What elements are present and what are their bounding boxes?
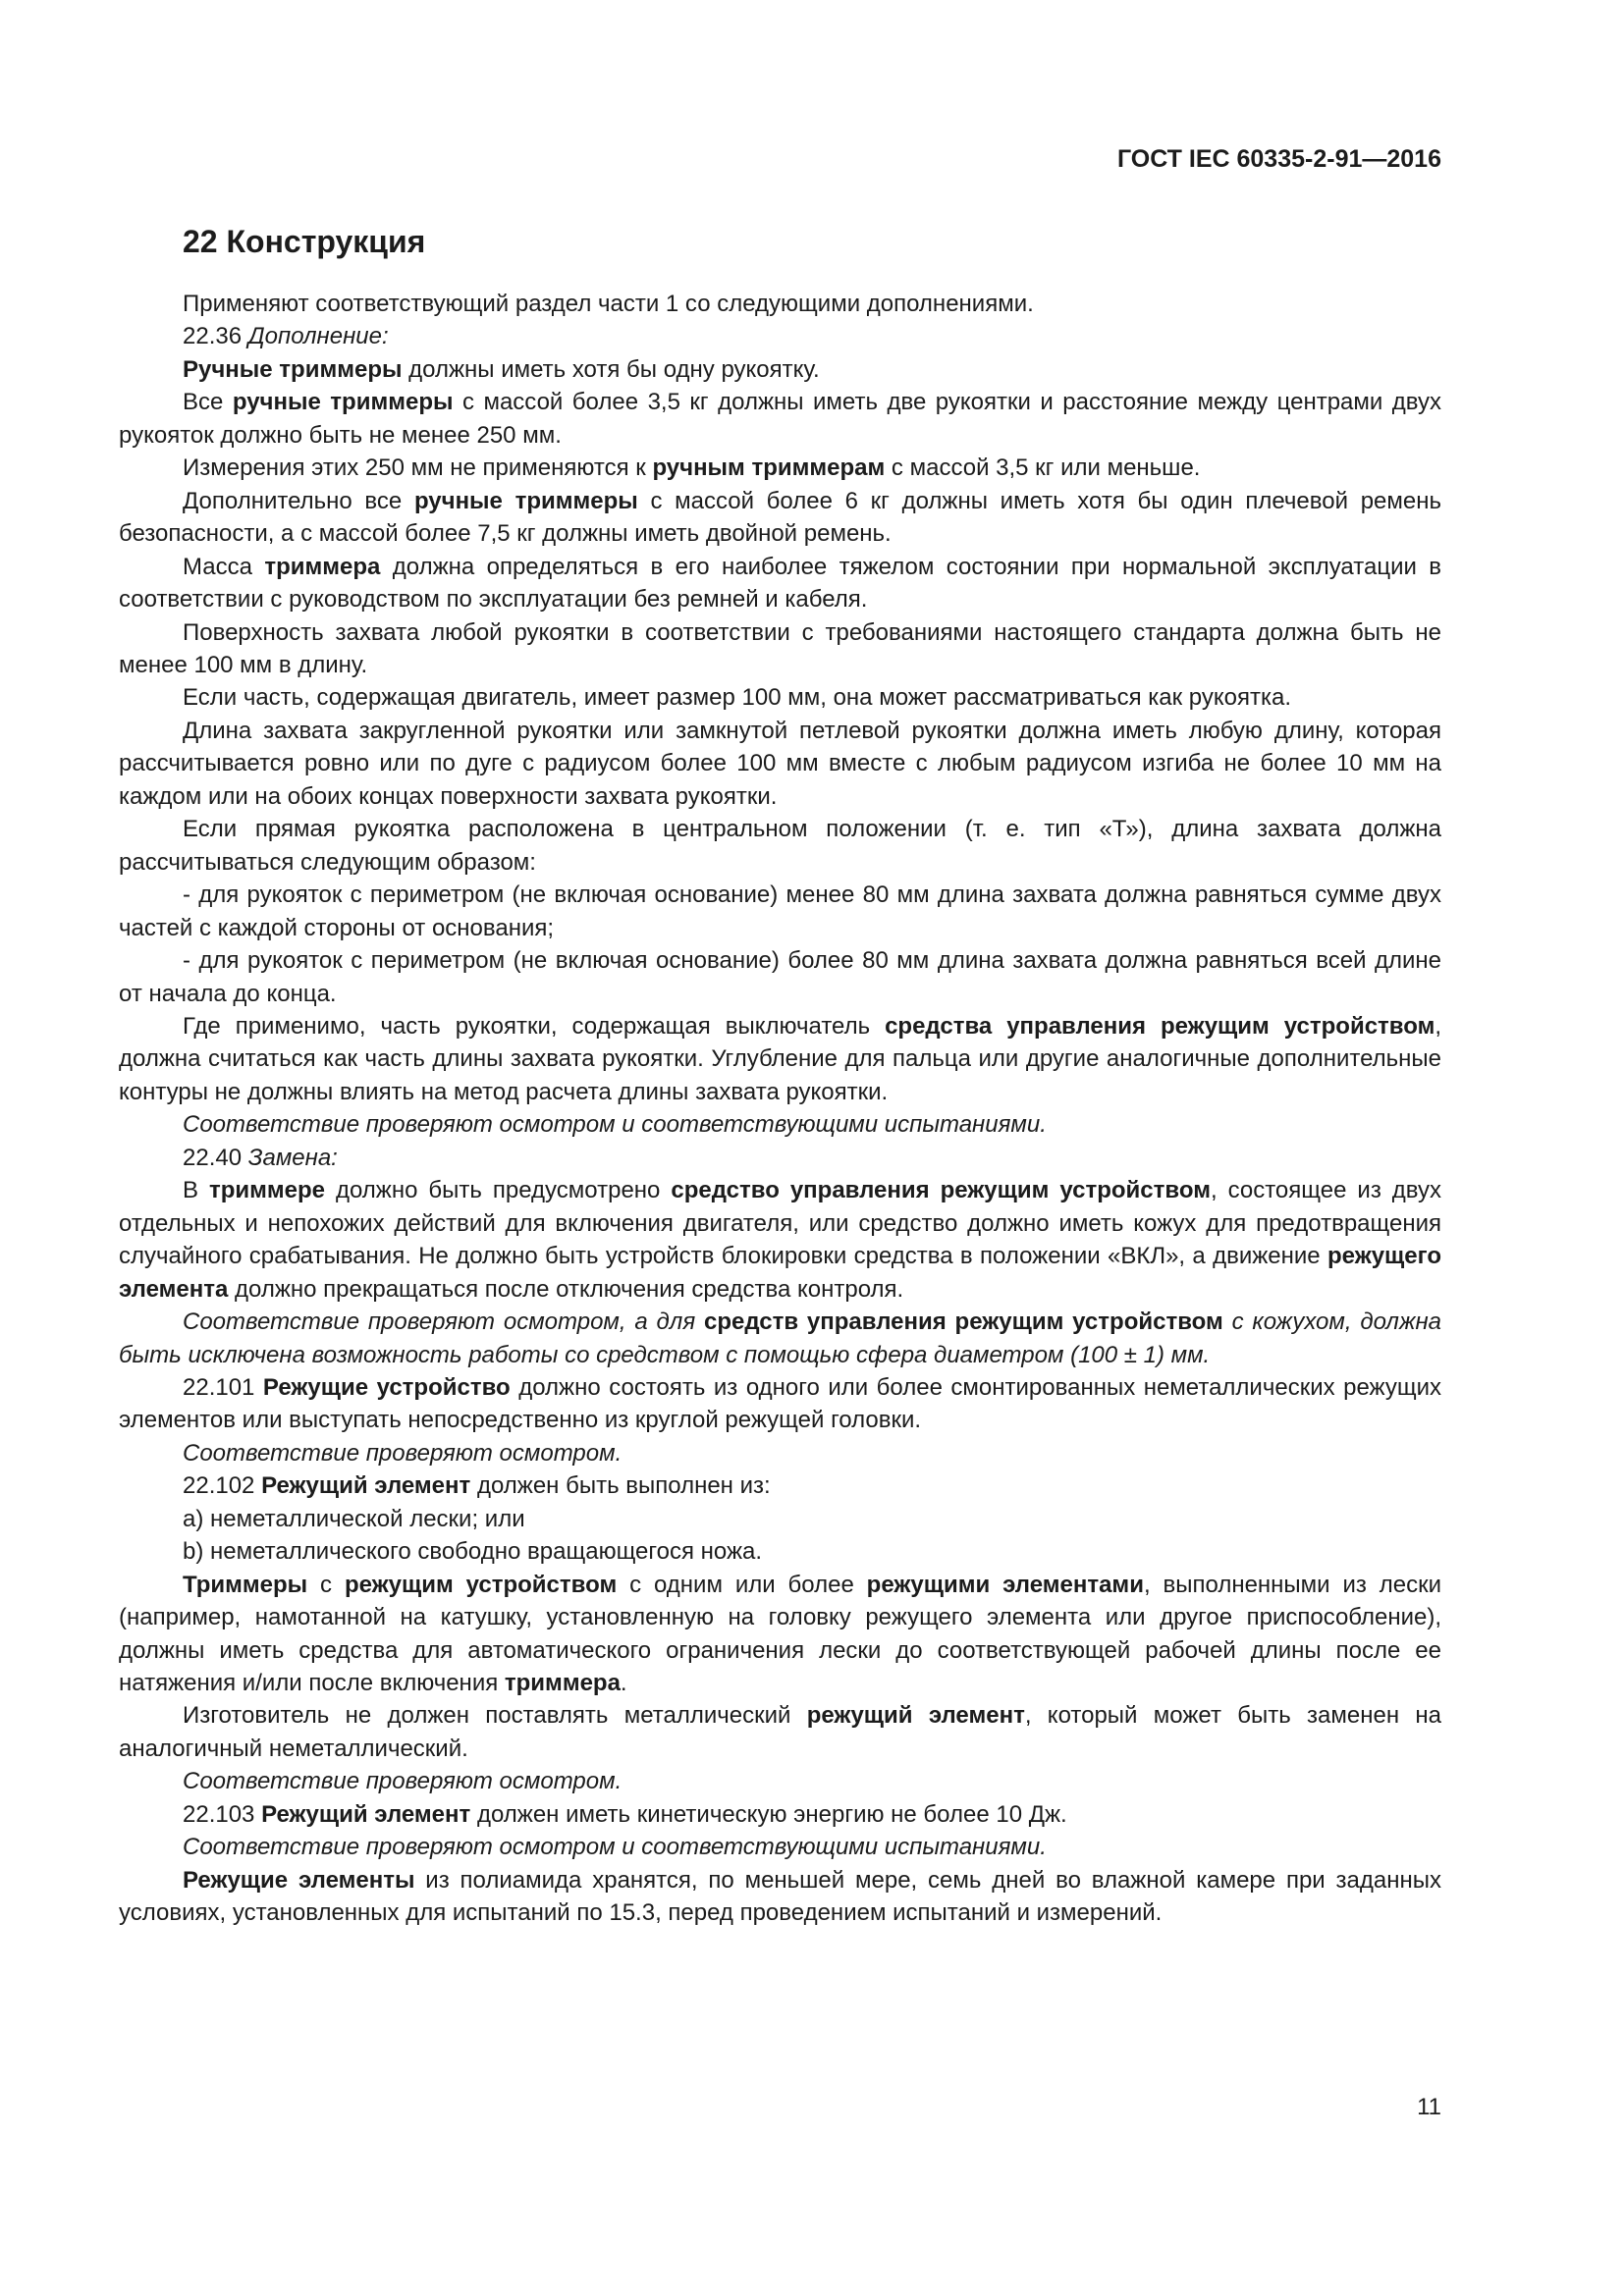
paragraph-p10 bbox=[119, 715, 1441, 813]
bold-term: Режущие устройство bbox=[262, 1373, 511, 1401]
bold-term: режущим устройством bbox=[344, 1571, 618, 1598]
text-run: 22.40 bbox=[183, 1144, 248, 1171]
text-run: 22.102 bbox=[183, 1472, 262, 1500]
text-run: с массой 3,5 кг или меньше. bbox=[885, 454, 1201, 482]
paragraph-p18 bbox=[119, 1306, 1441, 1371]
paragraph-p08 bbox=[119, 616, 1441, 682]
bold-term: Режущие элементы bbox=[183, 1866, 415, 1894]
text-run: Измерения этих 250 мм не применяются к bbox=[183, 454, 653, 482]
text-run: Замена: bbox=[247, 1144, 338, 1171]
text-run: b) неметаллического свободно вращающегося ножа. bbox=[183, 1538, 763, 1566]
paragraph-p12 bbox=[119, 879, 1441, 944]
paragraph-p04 bbox=[119, 386, 1441, 452]
page-number: 11 bbox=[1417, 2094, 1441, 2120]
text-run: Соответствие проверяют осмотром, а для bbox=[183, 1308, 704, 1336]
text-run: с массой более 6 кг должны иметь хотя бы один плечевой ремень безопасности, а с массой более 7,5 кг должны иметь двойной ремень. bbox=[119, 487, 1441, 548]
paragraph-p05 bbox=[119, 452, 1441, 484]
bold-term: триммера bbox=[504, 1670, 621, 1697]
paragraph-p25 bbox=[119, 1699, 1441, 1765]
bold-term: ручные триммеры bbox=[413, 487, 638, 514]
text-run: должно быть предусмотрено bbox=[325, 1177, 672, 1204]
text-run: Дополнение: bbox=[247, 323, 389, 350]
bold-term: средства управления режущим устройством bbox=[885, 1012, 1435, 1040]
section-heading: 22 Конструкция bbox=[183, 224, 426, 259]
text-run: должны иметь хотя бы одну рукоятку. bbox=[402, 355, 820, 383]
text-run: Изготовитель не должен поставлять металлический bbox=[183, 1702, 807, 1730]
text-run: Соответствие проверяют осмотром и соответствующими испытаниями. bbox=[183, 1834, 1047, 1861]
text-run: 22.36 bbox=[183, 323, 248, 350]
text-run: Поверхность захвата любой рукоятки в соответствии с требованиями настоящего стандарта должна быть не менее 100 мм в длину. bbox=[119, 618, 1441, 678]
paragraph-p13 bbox=[119, 944, 1441, 1010]
text-run: , должна считаться как часть длины захвата рукоятки. Углубление для пальца или другие аналогичные дополнительные контуры не должны влиять на метод расчета длины захвата рукоятки. bbox=[119, 1012, 1442, 1105]
text-run: Соответствие проверяют осмотром и соответствующими испытаниями. bbox=[183, 1111, 1047, 1139]
paragraph-p22 bbox=[119, 1503, 1441, 1535]
text-run: должен быть выполнен из: bbox=[470, 1472, 771, 1500]
text-run: 22.103 bbox=[183, 1800, 262, 1828]
bold-term: Режущий элемент bbox=[261, 1472, 471, 1500]
text-run: должна определяться в его наиболее тяжелом состоянии при нормальной эксплуатации в соответствии с руководством по эксплуатации без ремней и кабеля. bbox=[119, 553, 1442, 614]
paragraph-p20 bbox=[119, 1437, 1441, 1469]
paragraph-p11 bbox=[119, 813, 1441, 879]
text-run: Соответствие проверяют осмотром. bbox=[183, 1439, 623, 1467]
text-run: из полиамида хранятся, по меньшей мере, семь дней во влажной камере при заданных условиях, установленных для испытаний по 15.3, перед проведением испытаний и измерений. bbox=[119, 1866, 1442, 1927]
text-run: , который может быть заменен на аналогичный неметаллический. bbox=[119, 1702, 1442, 1762]
text-run: , выполненными из лески (например, намотанной на катушку, установленную на головку режущего элемента или другое приспособление), должны иметь средства для автоматического ограничения лески до соответствующей рабочей длины после ее натяжения и/или после включения bbox=[119, 1571, 1442, 1697]
text-run: , состоящее из двух отдельных и непохожих действий для включения двигателя, или средство должно иметь кожух для предотвращения случайного срабатывания. Не должно быть устройств блокировки средства в положении «ВКЛ», а движение bbox=[119, 1177, 1442, 1270]
bold-term: триммера bbox=[264, 553, 381, 580]
paragraph-p19 bbox=[119, 1371, 1441, 1437]
bold-term: ручным триммерам bbox=[652, 454, 886, 482]
paragraph-p06 bbox=[119, 485, 1441, 551]
text-run: Применяют соответствующий раздел части 1 со следующими дополнениями. bbox=[183, 291, 1034, 317]
text-run: - для рукояток с периметром (не включая основание) менее 80 мм длина захвата должна равняться сумме двух частей с каждой стороны от основания; bbox=[119, 881, 1441, 941]
text-run: Дополнительно все bbox=[183, 487, 414, 514]
bold-term: Ручные триммеры bbox=[183, 355, 403, 383]
text-run: должно прекращаться после отключения средства контроля. bbox=[228, 1275, 904, 1303]
paragraph-p26 bbox=[119, 1765, 1441, 1797]
bold-term: средство управления режущим устройством bbox=[671, 1177, 1211, 1204]
bold-term: Режущий элемент bbox=[261, 1800, 471, 1828]
text-run: с bbox=[307, 1571, 345, 1598]
text-run: Масса bbox=[183, 553, 265, 580]
text-run: с кожухом, должна быть исключена возможность работы со средством с помощью сфера диаметром (100 ± 1) мм. bbox=[119, 1308, 1442, 1368]
paragraph-p01 bbox=[119, 288, 1441, 320]
text-run: В bbox=[183, 1177, 209, 1204]
paragraph-p27 bbox=[119, 1798, 1441, 1831]
text-run: Если часть, содержащая двигатель, имеет размер 100 мм, она может рассматриваться как рукоятка. bbox=[183, 684, 1292, 712]
text-run: с одним или более bbox=[617, 1571, 867, 1598]
text-run: должно состоять из одного или более смонтированных неметаллических режущих элементов или выступать непосредственно из круглой режущей головки. bbox=[119, 1373, 1442, 1434]
text-run: . bbox=[620, 1670, 627, 1697]
bold-term: режущего элемента bbox=[119, 1243, 1441, 1303]
text-run: a) неметаллической лески; или bbox=[183, 1505, 525, 1532]
bold-term: ручные триммеры bbox=[232, 389, 454, 416]
bold-term: средств управления режущим устройством bbox=[703, 1308, 1223, 1336]
text-run: Все bbox=[183, 389, 233, 416]
paragraph-p07 bbox=[119, 551, 1441, 616]
document-designation: ГОСТ IEC 60335-2-91—2016 bbox=[1116, 145, 1441, 173]
paragraph-p02 bbox=[119, 320, 1441, 352]
text-run: Где применимо, часть рукоятки, содержащая выключатель bbox=[183, 1012, 886, 1040]
text-run: Если прямая рукоятка расположена в центральном положении (т. е. тип «Т»), длина захвата должна рассчитываться следующим образом: bbox=[119, 816, 1441, 876]
paragraph-p28 bbox=[119, 1831, 1441, 1863]
paragraph-p09 bbox=[119, 681, 1441, 714]
bold-term: режущими элементами bbox=[866, 1571, 1144, 1598]
paragraph-p29 bbox=[119, 1864, 1441, 1930]
paragraph-p03 bbox=[119, 353, 1441, 386]
paragraph-p16 bbox=[119, 1142, 1441, 1174]
paragraph-p21 bbox=[119, 1469, 1441, 1502]
paragraph-p24 bbox=[119, 1569, 1441, 1700]
text-run: Соответствие проверяют осмотром. bbox=[183, 1768, 623, 1795]
text-run: Длина захвата закругленной рукоятки или замкнутой петлевой рукоятки должна иметь любую длину, которая рассчитывается ровно или по дуге с радиусом более 100 мм вместе с любым радиусом изгиба не более 10 мм на каждом или на обоих концах поверхности захвата рукоятки. bbox=[119, 717, 1441, 810]
bold-term: триммере bbox=[208, 1177, 326, 1204]
text-run: с массой более 3,5 кг должны иметь две рукоятки и расстояние между центрами двух рукояток должно быть не менее 250 мм. bbox=[119, 389, 1442, 449]
paragraph-p14 bbox=[119, 1010, 1441, 1108]
paragraph-p15 bbox=[119, 1108, 1441, 1141]
text-run: - для рукояток с периметром (не включая основание) более 80 мм длина захвата должна равняться всей длине от начала до конца. bbox=[119, 947, 1441, 1007]
paragraph-p17 bbox=[119, 1174, 1441, 1306]
body-text bbox=[119, 288, 1441, 1930]
paragraph-p23 bbox=[119, 1535, 1441, 1568]
text-run: должен иметь кинетическую энергию не более 10 Дж. bbox=[470, 1800, 1067, 1828]
bold-term: Триммеры bbox=[183, 1571, 308, 1598]
bold-term: режущий элемент bbox=[806, 1702, 1025, 1730]
text-run: 22.101 bbox=[183, 1373, 263, 1401]
